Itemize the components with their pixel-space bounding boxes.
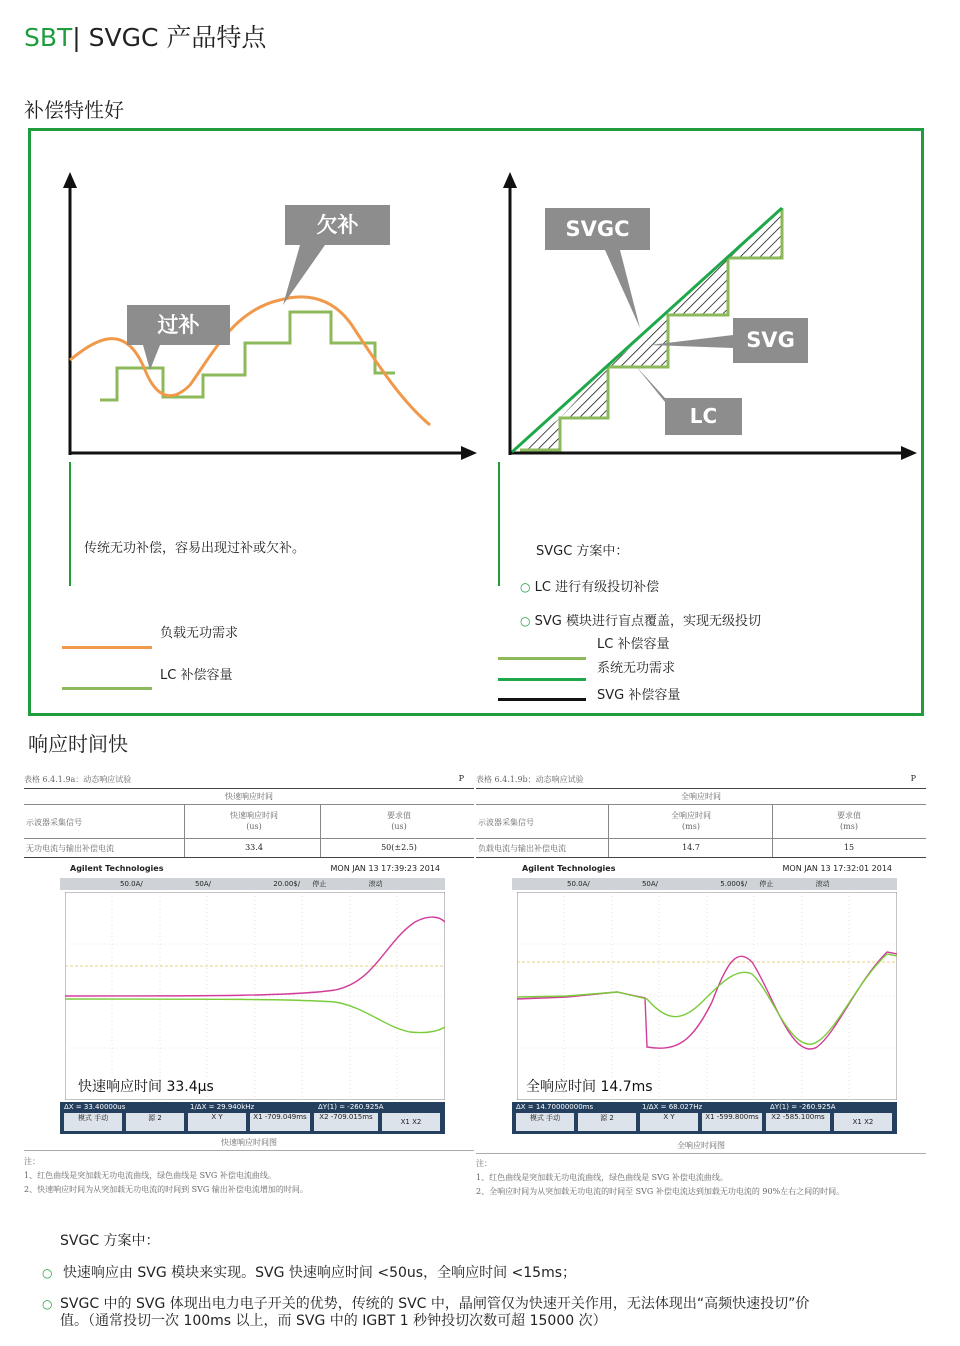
table-row-label: 负载电流与输出补偿电流 [478, 844, 566, 853]
scope-meas-2: 1/ΔX = 29.940kHz [190, 1103, 255, 1111]
table-col3-unit: (us) [391, 822, 407, 831]
callout-under: 欠补 [316, 213, 359, 237]
left-note-0: 注： [24, 1157, 40, 1166]
brand-heading: | SVGC 产品特点 [72, 23, 267, 52]
scope-btn-x1x2[interactable]: X1 X2 [382, 1113, 440, 1131]
right-oscilloscope [512, 862, 902, 1138]
scope-mode: 滚动 [815, 880, 830, 888]
callout-lc: LC [689, 404, 718, 428]
table-header-title: 全响应时间 [681, 792, 721, 801]
summary-bullet-2: SVGC 中的 SVG 体现出电力电子开关的优势，传统的 SVC 中，晶闸管仅为快速开关作用，无法体现出“高频快速投切”价值。（通常投切一次 100ms 以上，而 SVG 中的 IGBT 1 秒钟投切次数可超 15000 次） [60, 1296, 810, 1329]
bullet-icon: ○ [42, 1266, 53, 1280]
legend-demand-swatch-right [498, 678, 586, 681]
scope-btn-mode[interactable]: 模式 手动 [516, 1113, 574, 1131]
legend-demand-label-right: 系统无功需求 [597, 661, 676, 676]
scope-timebase: 20.00$/ [273, 880, 301, 888]
right-note-1: 1、红色曲线是突加载无功电流曲线，绿色曲线是 SVG 补偿电流曲线。 [476, 1173, 728, 1182]
scope-btn-x2[interactable]: X2 -585.100ms [766, 1113, 830, 1131]
table-col3: 要求值 [387, 811, 411, 820]
scope-brand: Agilent Technologies [522, 864, 616, 873]
table-col2-unit: (us) [246, 822, 262, 831]
legend-lc-swatch-right [498, 657, 586, 660]
right-bullet-1: LC 进行有级投切补偿 [534, 580, 660, 595]
scope-btn-x1[interactable]: X1 -599.800ms [702, 1113, 762, 1131]
left-oscilloscope [60, 862, 450, 1138]
bullet-icon: ○ [42, 1297, 53, 1311]
scope-ch4: 50A/ [641, 880, 659, 888]
legend-lc-label: LC 补偿容量 [160, 668, 233, 683]
scope-btn-xy[interactable]: X Y [640, 1113, 698, 1131]
summary-title: SVGC 方案中： [60, 1233, 160, 1249]
x-axis-arrow [901, 446, 917, 460]
table-col3-unit: (ms) [840, 822, 858, 831]
bullet-icon: ○ [520, 614, 531, 628]
y-axis-arrow [503, 172, 517, 188]
scope-softkeys [60, 1102, 445, 1134]
table-col3: 要求值 [837, 811, 861, 820]
scope-meas-2: 1/ΔX = 68.027Hz [642, 1103, 703, 1111]
callout-svgc: SVGC [565, 217, 630, 241]
summary-bullet-1: 快速响应由 SVG 模块来实现。SVG 快速响应时间 <50us，全响应时间 <15ms； [62, 1265, 577, 1281]
scope-state: 停止 [759, 880, 774, 888]
scope-mode: 滚动 [368, 880, 383, 888]
section-title-response: 响应时间快 [28, 732, 128, 756]
table-col1: 示波器采集信号 [478, 818, 534, 827]
table-caption: 表格 6.4.1.9a：动态响应试验 [24, 775, 132, 784]
brand-logo-text: SBT [24, 23, 73, 52]
scope-overlay-text: 全响应时间 14.7ms [526, 1079, 653, 1095]
left-compensation-chart [55, 170, 485, 470]
scope-meas-3: ΔY(1) = -260.925A [318, 1103, 384, 1111]
table-row-label: 无功电流与输出补偿电流 [26, 844, 114, 853]
scope-btn-xy[interactable]: X Y [188, 1113, 246, 1131]
table-col2-unit: (ms) [682, 822, 700, 831]
table-col2: 全响应时间 [671, 811, 711, 820]
scope-timebase: 5.000$/ [720, 880, 748, 888]
scope-ch1: 50.0A/ [567, 880, 590, 888]
scope-meas-3: ΔY(1) = -260.925A [770, 1103, 836, 1111]
y-axis-arrow [63, 172, 77, 188]
scope-btn-source[interactable]: 源 2 [578, 1113, 636, 1131]
right-bullet-2: SVG 模块进行盲点覆盖，实现无级投切 [534, 614, 761, 629]
legend-lc-label-right: LC 补偿容量 [597, 637, 670, 652]
scope-btn-source[interactable]: 源 2 [126, 1113, 184, 1131]
scope-ch4: 50A/ [194, 880, 212, 888]
table-mark: P [458, 774, 464, 783]
scope-screen [65, 892, 445, 1100]
right-note-0: 注： [476, 1159, 492, 1168]
scope-screen [517, 892, 897, 1100]
bullet-icon: ○ [520, 580, 531, 594]
table-row-required: 50(±2.5) [381, 843, 417, 852]
callout-over: 过补 [157, 313, 200, 337]
table-row-value: 14.7 [682, 843, 700, 852]
scope-btn-x1[interactable]: X1 -709.049ms [250, 1113, 310, 1131]
scope-ch1: 50.0A/ [120, 880, 143, 888]
table-caption: 表格 6.4.1.9b：动态响应试验 [476, 775, 584, 784]
left-figure-caption: 快速响应时间图 [221, 1138, 277, 1147]
right-caption-bar [498, 462, 500, 586]
table-col1: 示波器采集信号 [26, 818, 82, 827]
legend-lc-swatch [62, 687, 152, 690]
scope-btn-x2[interactable]: X2 -709.015ms [314, 1113, 378, 1131]
scope-meas-1: ΔX = 33.40000us [64, 1103, 126, 1111]
left-note-1: 1、红色曲线是突加载无功电流曲线，绿色曲线是 SVG 补偿电流曲线。 [24, 1171, 276, 1180]
scope-meas-1: ΔX = 14.70000000ms [516, 1103, 594, 1111]
table-header-title: 快速响应时间 [225, 792, 273, 801]
left-caption-bar [69, 462, 71, 586]
right-note-2: 2、全响应时间为从突加载无功电流的时间至 SVG 补偿电流达到加载无功电流的 90%左右之间的时间。 [476, 1187, 845, 1196]
callout-svg: SVG [746, 328, 795, 352]
right-response-table [476, 772, 926, 860]
legend-demand-label: 负载无功需求 [160, 626, 239, 641]
table-col2: 快速响应时间 [230, 811, 278, 820]
scope-softkeys [512, 1102, 897, 1134]
scope-btn-mode[interactable]: 模式 手动 [64, 1113, 122, 1131]
scope-status-bar [512, 878, 897, 890]
right-figure-caption: 全响应时间图 [677, 1141, 725, 1150]
legend-svg-label-right: SVG 补偿容量 [597, 688, 681, 703]
right-caption-title: SVGC 方案中： [536, 544, 629, 559]
table-row-required: 15 [843, 843, 855, 852]
x-axis-arrow [461, 446, 477, 460]
left-response-table [24, 772, 474, 860]
scope-status-bar [60, 878, 445, 890]
brand-title [24, 18, 266, 54]
table-row-value: 33.4 [245, 843, 263, 852]
legend-svg-swatch-right [498, 698, 586, 701]
scope-btn-x1x2[interactable]: X1 X2 [834, 1113, 892, 1131]
scope-state: 停止 [312, 880, 327, 888]
scope-timestamp: MON JAN 13 17:39:23 2014 [330, 864, 440, 873]
section-title-compensation: 补偿特性好 [24, 98, 124, 122]
left-caption: 传统无功补偿，容易出现过补或欠补。 [84, 541, 306, 556]
scope-timestamp: MON JAN 13 17:32:01 2014 [782, 864, 892, 873]
legend-demand-swatch [62, 646, 152, 649]
scope-overlay-text: 快速响应时间 33.4μs [78, 1079, 214, 1095]
left-note-2: 2、快速响应时间为从突加载无功电流的时间到 SVG 输出补偿电流增加的时间。 [24, 1185, 308, 1194]
scope-brand: Agilent Technologies [70, 864, 164, 873]
table-mark: P [910, 774, 916, 783]
demand-curve [70, 297, 430, 425]
